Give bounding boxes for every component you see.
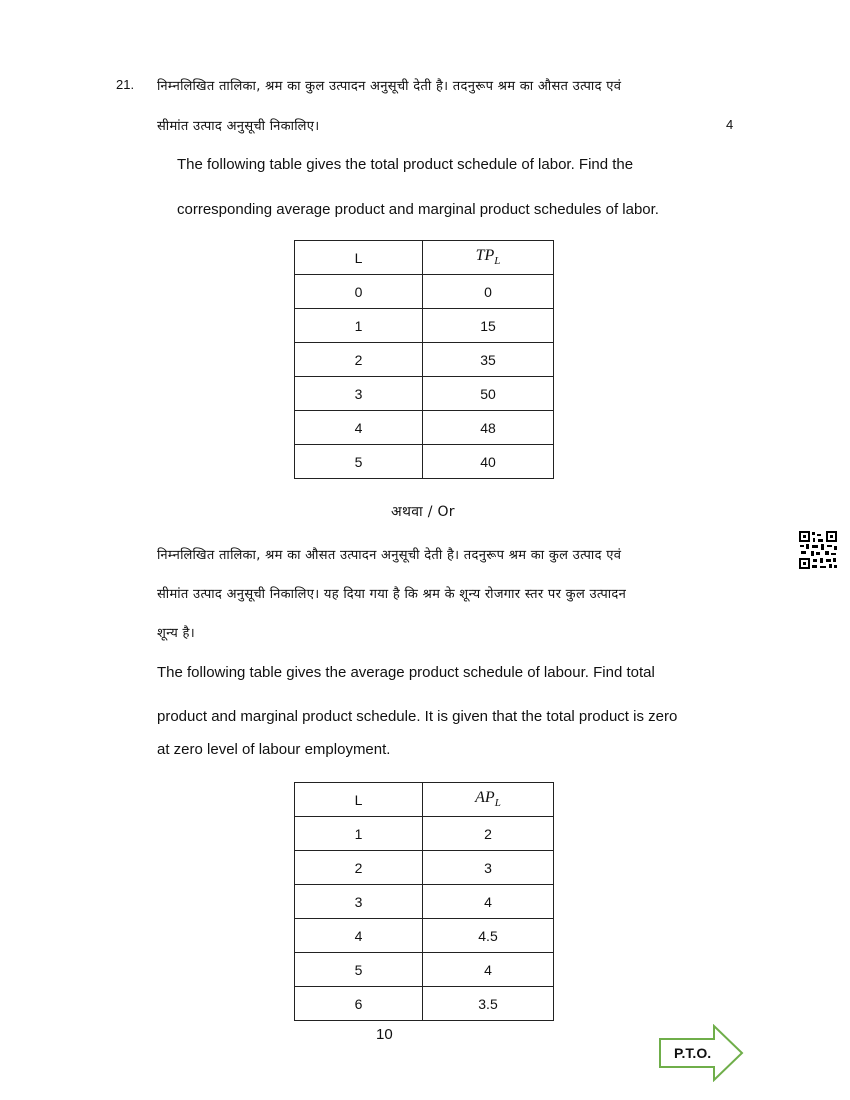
- table-header-row: [295, 241, 554, 275]
- alt-hindi-line-2: सीमांत उत्पाद अनुसूची निकालिए। यह दिया गया है कि श्रम के शून्य रोजगार स्तर पर कुल उत्पादन: [157, 587, 627, 602]
- alt-hindi-line-3: शून्य है।: [157, 626, 195, 641]
- table-row: 1 15: [295, 309, 554, 343]
- alt-english-line-3: at zero level of labour employment.: [157, 741, 391, 758]
- marks-label: 4: [726, 117, 734, 132]
- table-row: 5 40: [295, 445, 554, 479]
- total-product-table: [294, 240, 554, 479]
- or-label: अथवा / Or: [391, 504, 455, 520]
- hindi-question-line-2: सीमांत उत्पाद अनुसूची निकालिए।: [157, 119, 320, 134]
- alt-hindi-line-1: निम्नलिखित तालिका, श्रम का औसत उत्पादन अनुसूची देती है। तदनुरूप श्रम का कुल उत्पाद एवं: [157, 548, 622, 563]
- english-question-line-1: The following table gives the total product schedule of labor. Find the: [177, 156, 634, 173]
- table-row: 6 3.5: [295, 987, 554, 1021]
- header-labor: L: [295, 241, 423, 275]
- alt-english-line-2: product and marginal product schedule. It is given that the total product is zero: [157, 708, 678, 725]
- table-row: 2 3: [295, 851, 554, 885]
- table-row: 4 48: [295, 411, 554, 445]
- header-total-product: $TP_L$: [423, 241, 554, 275]
- table-row: 4 4.5: [295, 919, 554, 953]
- header-labor: L: [295, 783, 423, 817]
- average-product-table: [294, 782, 554, 1021]
- table-row: 3 50: [295, 377, 554, 411]
- pto-label: P.T.O.: [674, 1045, 712, 1061]
- hindi-question-line-1: निम्नलिखित तालिका, श्रम का कुल उत्पादन अनुसूची देती है। तदनुरूप श्रम का औसत उत्पाद एवं: [157, 79, 622, 94]
- table-row: 2 35: [295, 343, 554, 377]
- english-question-line-2: corresponding average product and marginal product schedules of labor.: [177, 201, 659, 218]
- header-average-product: $AP_L$: [423, 783, 554, 817]
- table-header-row: [295, 783, 554, 817]
- pto-indicator: [658, 1024, 744, 1082]
- table-row: 3 4: [295, 885, 554, 919]
- table-row: 0 0: [295, 275, 554, 309]
- qr-code-icon: [798, 530, 838, 570]
- alt-english-line-1: The following table gives the average product schedule of labour. Find total: [157, 664, 655, 681]
- page-number: 10: [376, 1026, 393, 1043]
- question-number: 21.: [116, 77, 135, 92]
- table-row: 5 4: [295, 953, 554, 987]
- table-row: 1 2: [295, 817, 554, 851]
